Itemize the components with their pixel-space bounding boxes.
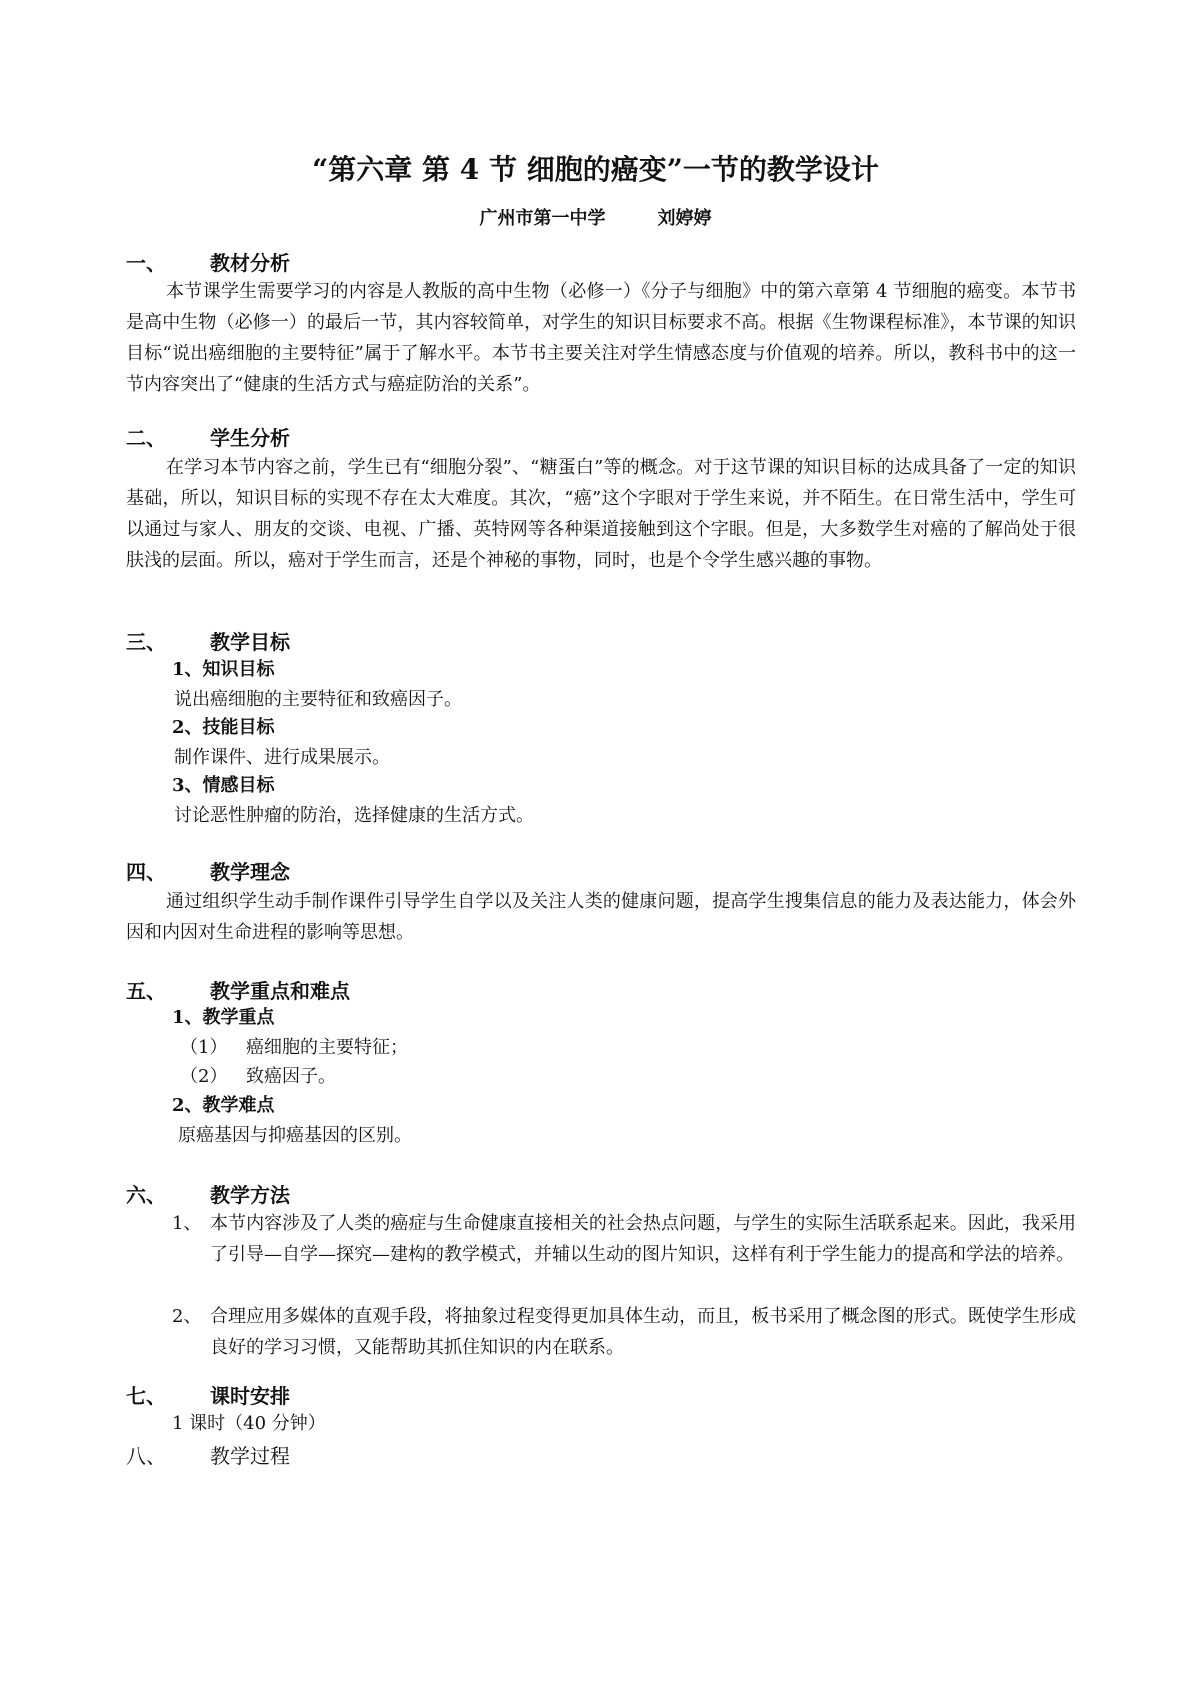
method-text: 本节内容涉及了人类的癌症与生命健康直接相关的社会热点问题，与学生的实际生活联系起来。因此，我采用了引导—自学—探究—建构的教学模式，并辅以生动的图片知识，这样有利于学生能力的提高和学法的培养。: [210, 1213, 1076, 1265]
author-line: [0, 205, 1191, 233]
section-title: 学生分析: [210, 426, 290, 450]
key-points-label: 1、教学重点: [172, 1007, 275, 1028]
section-paragraph-2: 在学习本节内容之前，学生已有“细胞分裂”、“糖蛋白”等的概念。对于这节课的知识目标的达成具备了一定的知识基础，所以，知识目标的实现不存在太大难度。其次，“癌”这个字眼对于学生来说，并不陌生。在日常生活中，学生可以通过与家人、朋友的交谈、电视、广播、英特网等各种渠道接触到这个字眼。但是，大多数学生对癌的了解尚处于很肤浅的层面。所以，癌对于学生而言，还是个神秘的事物，同时，也是个令学生感兴趣的事物。: [126, 457, 1076, 571]
objective-label-skill: 2、技能目标: [172, 717, 275, 738]
method-text: 合理应用多媒体的直观手段，将抽象过程变得更加具体生动，而且，板书采用了概念图的形式。既使学生形成良好的学习习惯，又能帮助其抓住知识的内在联系。: [210, 1306, 1076, 1358]
key-point-number: （1）: [180, 1037, 228, 1058]
objective-text-skill: 制作课件、进行成果展示。: [174, 747, 390, 768]
objective-text-knowledge: 说出癌细胞的主要特征和致癌因子。: [174, 689, 462, 710]
document-title: “第六章 第 4 节 细胞的癌变”一节的教学设计: [312, 153, 879, 186]
section-number: 二、: [126, 426, 166, 450]
section-number: 一、: [126, 251, 166, 275]
class-hours-text: 1 课时（40 分钟）: [172, 1413, 326, 1434]
section-number: 八、: [126, 1444, 166, 1468]
section-number: 四、: [126, 860, 166, 884]
section-heading-5: [126, 976, 350, 1006]
objective-label-knowledge: 1、知识目标: [172, 659, 275, 680]
objective-label-emotion: 3、情感目标: [172, 775, 275, 796]
section-number: 七、: [126, 1384, 166, 1408]
key-point-text: 癌细胞的主要特征；: [246, 1037, 408, 1058]
key-point-number: （2）: [180, 1066, 228, 1087]
method-number: 2、: [172, 1306, 202, 1327]
section-heading-1: [126, 248, 290, 278]
section-heading-7: [126, 1381, 290, 1411]
section-title: 教学理念: [210, 860, 290, 884]
section-number: 五、: [126, 979, 166, 1003]
key-point-item: [180, 1034, 408, 1062]
section-title: 教学方法: [210, 1183, 290, 1207]
section-title: 教材分析: [210, 251, 290, 275]
key-point-item: [180, 1063, 336, 1091]
section-heading-2: [126, 423, 290, 453]
school-name: 广州市第一中学: [479, 208, 606, 229]
section-paragraph-1: 本节课学生需要学习的内容是人教版的高中生物（必修一）《分子与细胞》中的第六章第 4 节细胞的癌变。本节书是高中生物（必修一）的最后一节，其内容较简单，对学生的知识目标要求不高。根据《生物课程标准》，本节课的知识目标“说出癌细胞的主要特征”属于了解水平。本节书主要关注对学生情感态度与价值观的培养。所以，教科书中的这一节内容突出了“健康的生活方式与癌症防治的关系”。: [126, 281, 1076, 395]
key-point-text: 致癌因子。: [246, 1066, 336, 1087]
section-title: 课时安排: [210, 1384, 290, 1408]
method-item: [172, 1301, 1076, 1363]
section-heading-3: [126, 627, 290, 657]
section-paragraph-4: 通过组织学生动手制作课件引导学生自学以及关注人类的健康问题，提高学生搜集信息的能力及表达能力，体会外因和内因对生命进程的影响等思想。: [126, 891, 1076, 943]
section-title: 教学过程: [210, 1444, 290, 1468]
method-number: 1、: [172, 1213, 202, 1234]
section-title: 教学重点和难点: [210, 979, 350, 1003]
objective-text-emotion: 讨论恶性肿瘤的防治，选择健康的生活方式。: [174, 805, 534, 826]
section-heading-8: [126, 1441, 290, 1471]
section-heading-4: [126, 857, 290, 887]
section-number: 三、: [126, 630, 166, 654]
section-title: 教学目标: [210, 630, 290, 654]
difficult-points-text: 原癌基因与抑癌基因的区别。: [178, 1125, 412, 1146]
method-item: [172, 1208, 1076, 1270]
section-heading-6: [126, 1180, 290, 1210]
author-name: 刘婷婷: [657, 208, 712, 229]
section-number: 六、: [126, 1183, 166, 1207]
difficult-points-label: 2、教学难点: [172, 1095, 275, 1116]
